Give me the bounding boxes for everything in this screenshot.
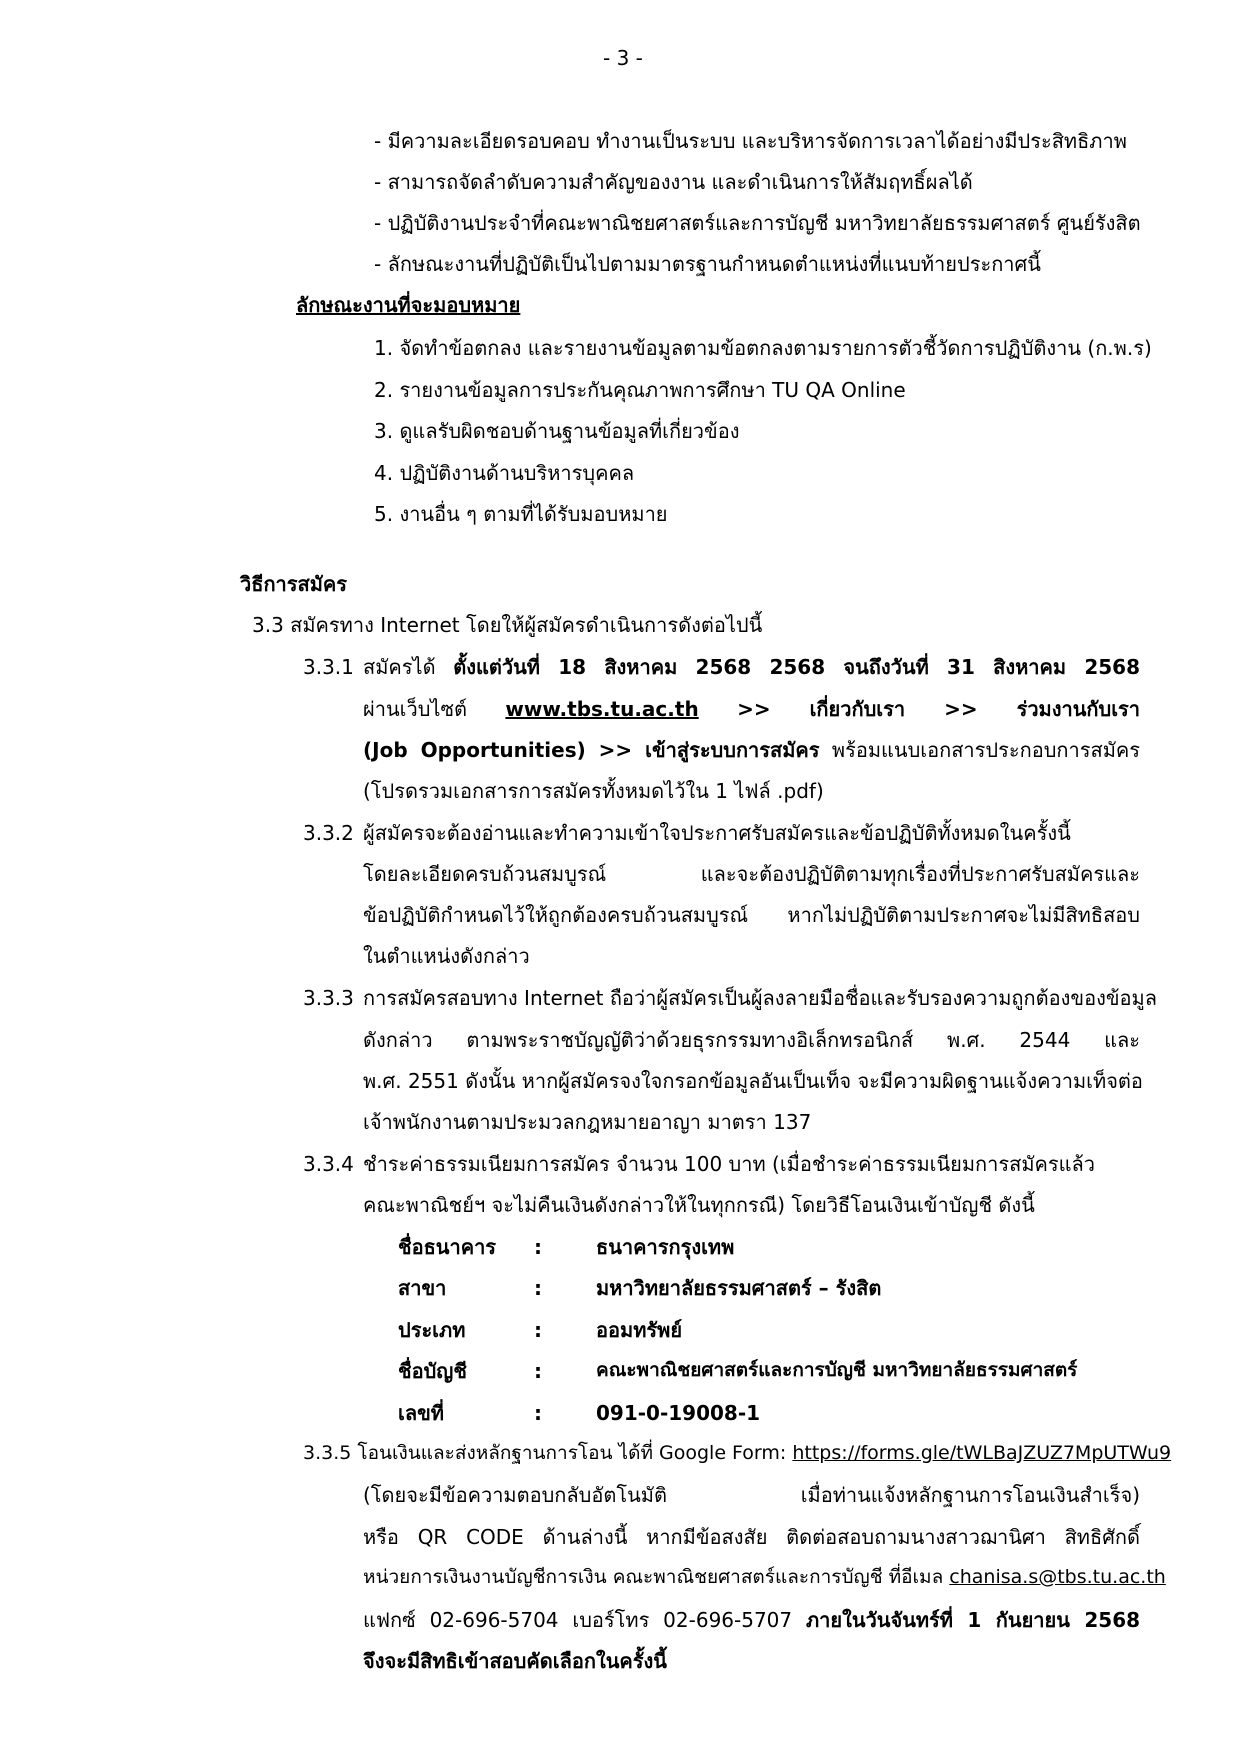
bank-separator: : bbox=[534, 1318, 542, 1342]
section-3-3-5-line: จึงจะมีสิทธิเข้าสอบคัดเลือกในครั้งนี้ bbox=[363, 1649, 667, 1673]
section-3-3-5-line: แฟกซ์ 02-696-5704 เบอร์โทร 02-696-5707 ภายในวันจันทร์ที่ 1 กันยายน 2568 bbox=[363, 1608, 1141, 1632]
bank-separator: : bbox=[534, 1276, 542, 1300]
section-3-3-1-line: (โปรดรวมเอกสารการสมัครทั้งหมดไว้ใน 1 ไฟล์ .pdf) bbox=[363, 779, 824, 803]
section-3-3: 3.3 สมัครทาง Internet โดยให้ผู้สมัครดำเนินการดังต่อไปนี้ bbox=[252, 613, 763, 637]
bank-label: ประเภท bbox=[398, 1318, 466, 1342]
qualification-item: - ปฏิบัติงานประจำที่คณะพาณิชยศาสตร์และการบัญชี มหาวิทยาลัยธรรมศาสตร์ ศูนย์รังสิต bbox=[374, 211, 1141, 235]
bank-separator: : bbox=[534, 1359, 542, 1383]
email-link[interactable]: chanisa.s@tbs.tu.ac.th bbox=[949, 1566, 1166, 1588]
apply-heading: วิธีการสมัคร bbox=[240, 572, 348, 596]
section-3-3-2-number: 3.3.2 bbox=[303, 821, 354, 845]
duty-item: 3. ดูแลรับผิดชอบด้านฐานข้อมูลที่เกี่ยวข้อง bbox=[374, 419, 740, 443]
google-form-link[interactable]: https://forms.gle/tWLBaJZUZ7MpUTWu9 bbox=[792, 1442, 1172, 1464]
section-3-3-4-line: คณะพาณิชย์ฯ จะไม่คืนเงินดังกล่าวให้ในทุกกรณี) โดยวิธีโอนเงินเข้าบัญชี ดังนี้ bbox=[363, 1193, 1035, 1217]
bank-value: ธนาคารกรุงเทพ bbox=[596, 1235, 735, 1259]
section-3-3-3-line: เจ้าพนักงานตามประมวลกฎหมายอาญา มาตรา 137 bbox=[363, 1110, 812, 1134]
section-3-3-4-line: ชำระค่าธรรมเนียมการสมัคร จำนวน 100 บาท (เมื่อชำระค่าธรรมเนียมการสมัครแล้ว bbox=[363, 1152, 1096, 1176]
section-3-3-4-number: 3.3.4 bbox=[303, 1152, 354, 1176]
section-3-3-3-line: พ.ศ. 2551 ดังนั้น หากผู้สมัครจงใจกรอกข้อมูลอันเป็นเท็จ จะมีความผิดฐานแจ้งความเท็จต่อ bbox=[363, 1069, 1143, 1093]
duties-heading: ลักษณะงานที่จะมอบหมาย bbox=[296, 293, 521, 317]
qualification-item: - มีความละเอียดรอบคอบ ทำงานเป็นระบบ และบริหารจัดการเวลาได้อย่างมีประสิทธิภาพ bbox=[374, 129, 1127, 153]
bank-value: ออมทรัพย์ bbox=[596, 1318, 683, 1342]
section-3-3-2-line: ผู้สมัครจะต้องอ่านและทำความเข้าใจประกาศรับสมัครและข้อปฏิบัติทั้งหมดในครั้งนี้ bbox=[363, 821, 1071, 845]
page-number: - 3 - bbox=[603, 46, 643, 70]
website-link[interactable]: www.tbs.tu.ac.th bbox=[505, 697, 699, 721]
bank-label: สาขา bbox=[398, 1276, 447, 1300]
section-3-3-3-number: 3.3.3 bbox=[303, 986, 354, 1010]
bank-separator: : bbox=[534, 1235, 542, 1259]
section-3-3-3-line: การสมัครสอบทาง Internet ถือว่าผู้สมัครเป็นผู้ลงลายมือชื่อและรับรองความถูกต้องของข้อมูล bbox=[363, 986, 1157, 1010]
bank-label: เลขที่ bbox=[398, 1401, 444, 1425]
bank-separator: : bbox=[534, 1401, 542, 1425]
qualification-item: - สามารถจัดลำดับความสำคัญของงาน และดำเนินการให้สัมฤทธิ์ผลได้ bbox=[374, 170, 973, 194]
section-3-3-1-line: ผ่านเว็บไซต์ www.tbs.tu.ac.th >> เกี่ยวกับเรา >> ร่วมงานกับเรา bbox=[363, 697, 1141, 721]
section-3-3-5-line: 3.3.5 โอนเงินและส่งหลักฐานการโอน ได้ที่ Google Form: https://forms.gle/tWLBaJZUZ7MpUTWu9 bbox=[303, 1442, 1172, 1464]
section-3-3-5-line: หรือ QR CODE ด้านล่างนี้ หากมีข้อสงสัย ติดต่อสอบถามนางสาวฌานิศา สิทธิศักดิ์ bbox=[363, 1525, 1140, 1549]
duty-item: 4. ปฏิบัติงานด้านบริหารบุคคล bbox=[374, 461, 635, 485]
duty-item: 2. รายงานข้อมูลการประกันคุณภาพการศึกษา TU QA Online bbox=[374, 378, 906, 402]
bank-label: ชื่อบัญชี bbox=[398, 1359, 467, 1383]
section-3-3-5-line: (โดยจะมีข้อความตอบกลับอัตโนมัติ เมื่อท่านแจ้งหลักฐานการโอนเงินสำเร็จ) bbox=[363, 1483, 1140, 1507]
section-3-3-3-line: ดังกล่าว ตามพระราชบัญญัติว่าด้วยธุรกรรมทางอิเล็กทรอนิกส์ พ.ศ. 2544 และ bbox=[363, 1028, 1140, 1052]
section-3-3-5-line: หน่วยการเงินงานบัญชีการเงิน คณะพาณิชยศาสตร์และการบัญชี ที่อีเมล chanisa.s@tbs.tu.ac.th bbox=[363, 1566, 1166, 1588]
section-3-3-1-line: (Job Opportunities) >> เข้าสู่ระบบการสมัคร พร้อมแนบเอกสารประกอบการสมัคร bbox=[363, 738, 1140, 762]
section-3-3-1-number: 3.3.1 bbox=[303, 655, 354, 679]
section-3-3-2-line: ข้อปฏิบัติกำหนดไว้ให้ถูกต้องครบถ้วนสมบูรณ์ หากไม่ปฏิบัติตามประกาศจะไม่มีสิทธิสอบ bbox=[363, 903, 1140, 927]
bank-value: มหาวิทยาลัยธรรมศาสตร์ – รังสิต bbox=[596, 1276, 882, 1300]
section-3-3-2-line: โดยละเอียดครบถ้วนสมบูรณ์ และจะต้องปฏิบัติตามทุกเรื่องที่ประกาศรับสมัครและ bbox=[363, 862, 1140, 886]
section-3-3-1-line: สมัครได้ ตั้งแต่วันที่ 18 สิงหาคม 2568 2568 จนถึงวันที่ 31 สิงหาคม 2568 bbox=[363, 655, 1141, 679]
bank-value: 091-0-19008-1 bbox=[596, 1401, 761, 1425]
bank-value: คณะพาณิชยศาสตร์และการบัญชี มหาวิทยาลัยธรรมศาสตร์ bbox=[596, 1359, 1078, 1381]
qualification-item: - ลักษณะงานที่ปฏิบัติเป็นไปตามมาตรฐานกำหนดตำแหน่งที่แนบท้ายประกาศนี้ bbox=[374, 252, 1041, 276]
duty-item: 5. งานอื่น ๆ ตามที่ได้รับมอบหมาย bbox=[374, 502, 668, 526]
duty-item: 1. จัดทำข้อตกลง และรายงานข้อมูลตามข้อตกลงตามรายการตัวชี้วัดการปฏิบัติงาน (ก.พ.ร) bbox=[374, 336, 1152, 360]
section-3-3-2-line: ในตำแหน่งดังกล่าว bbox=[363, 944, 530, 968]
bank-label: ชื่อธนาคาร bbox=[398, 1235, 497, 1259]
